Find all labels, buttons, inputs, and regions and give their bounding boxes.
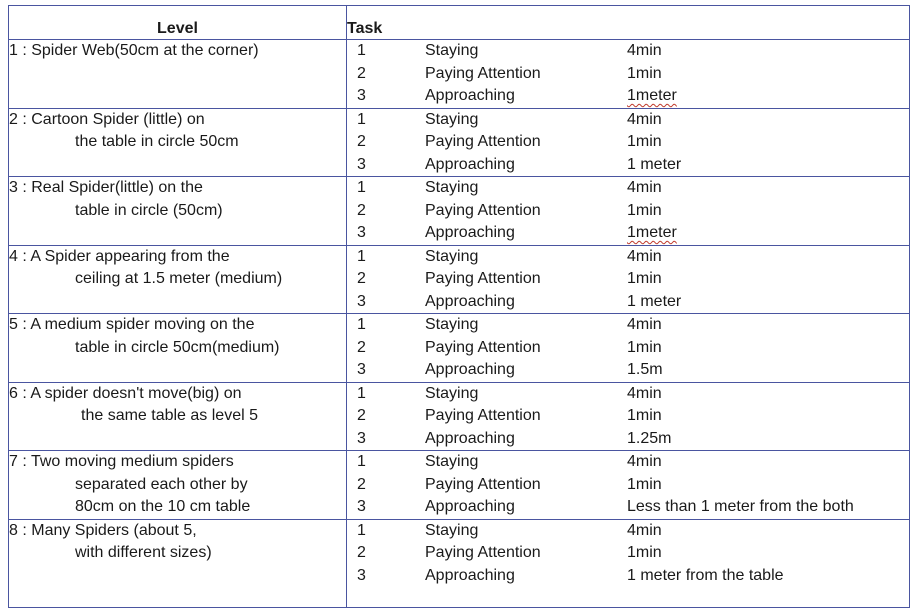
task-item [347, 40, 909, 63]
task-name: Paying Attention [425, 475, 541, 493]
level-column-header: Level [9, 6, 347, 40]
task-number: 2 [357, 133, 366, 150]
task-name: Paying Attention [425, 201, 541, 219]
task-name: Staying [425, 110, 479, 128]
header-row [9, 6, 910, 40]
task-item [347, 63, 909, 86]
task-number: 3 [357, 361, 366, 378]
level-cell [9, 382, 347, 451]
task-name: Paying Attention [425, 270, 541, 287]
task-value: 4min [627, 179, 662, 196]
task-name: Staying [425, 453, 479, 470]
task-value: 1min [627, 270, 662, 287]
task-item [347, 85, 909, 108]
task-name: Approaching [425, 566, 515, 584]
task-name: Approaching [425, 87, 515, 104]
task-item [347, 131, 909, 154]
task-item [347, 542, 909, 565]
level-description-line: 7 : Two moving medium spiders [9, 453, 234, 470]
task-value: 1min [627, 407, 662, 424]
task-value: 4min [627, 316, 662, 333]
task-number: 3 [357, 566, 366, 584]
task-item [347, 268, 909, 291]
task-column-header: Task [347, 6, 910, 40]
task-name: Approaching [425, 224, 515, 241]
task-name: Paying Attention [425, 407, 541, 424]
table-row [9, 177, 910, 246]
level-description-line: table in circle (50cm) [75, 201, 223, 219]
task-name: Approaching [425, 361, 515, 378]
level-cell [9, 40, 347, 109]
task-number: 2 [357, 338, 366, 356]
task-cell [347, 519, 910, 607]
task-item [347, 337, 909, 360]
task-name: Paying Attention [425, 133, 541, 150]
task-value: 1 meter [627, 155, 682, 173]
task-item [347, 428, 909, 451]
level-description-line: 80cm on the 10 cm table [75, 498, 251, 515]
level-task-table [8, 5, 910, 608]
task-name: Approaching [425, 429, 515, 447]
table-row [9, 314, 910, 383]
level-description-line: 8 : Many Spiders (about 5, [9, 521, 197, 539]
task-number: 3 [357, 155, 366, 173]
level-description-line: 5 : A medium spider moving on the [9, 316, 255, 333]
level-description-line: table in circle 50cm(medium) [75, 338, 280, 356]
task-value: 1 meter [627, 292, 682, 310]
task-value: 4min [627, 384, 662, 402]
task-value: 1 meter from the table [627, 566, 784, 584]
task-item [347, 314, 909, 337]
task-item [347, 359, 909, 382]
task-name: Staying [425, 179, 479, 196]
task-value: 4min [627, 521, 662, 539]
task-number: 2 [357, 64, 366, 82]
task-number: 2 [357, 475, 366, 493]
table-body [9, 40, 910, 608]
level-description-line: 2 : Cartoon Spider (little) on [9, 110, 205, 128]
task-cell [347, 108, 910, 177]
task-name: Staying [425, 247, 479, 265]
task-number: 2 [357, 407, 366, 424]
level-description-line: ceiling at 1.5 meter (medium) [75, 270, 283, 287]
task-value [627, 222, 909, 245]
level-cell [9, 314, 347, 383]
task-number: 2 [357, 201, 366, 219]
task-value: 1min [627, 201, 662, 219]
table-row [9, 451, 910, 520]
task-item [347, 474, 909, 497]
table-row [9, 245, 910, 314]
task-name: Staying [425, 384, 479, 402]
task-item [347, 451, 909, 474]
task-number: 3 [357, 498, 366, 515]
task-value: 1min [627, 338, 662, 356]
task-cell [347, 245, 910, 314]
level-description-line: the same table as level 5 [81, 407, 258, 424]
task-number: 3 [357, 87, 366, 104]
task-value: 1.25m [627, 429, 672, 447]
level-description-line: 1 : Spider Web(50cm at the corner) [9, 42, 259, 59]
task-name: Approaching [425, 498, 515, 515]
task-number: 1 [357, 179, 366, 196]
task-number: 3 [357, 292, 366, 310]
level-description-line: with different sizes) [75, 544, 212, 561]
task-value: 4min [627, 42, 662, 59]
table-row [9, 382, 910, 451]
task-value: 4min [627, 247, 662, 265]
task-item [347, 109, 909, 132]
task-number: 1 [357, 42, 366, 59]
task-value: 1min [627, 475, 662, 493]
task-item [347, 154, 909, 177]
table-row [9, 40, 910, 109]
task-value: 4min [627, 110, 662, 128]
spellcheck-underline: 1meter [627, 224, 677, 241]
task-number: 1 [357, 521, 366, 539]
task-item [347, 291, 909, 314]
task-name: Paying Attention [425, 544, 541, 561]
spellcheck-underline: 1meter [627, 87, 677, 104]
task-item [347, 565, 909, 588]
task-number: 1 [357, 453, 366, 470]
task-value: 4min [627, 453, 662, 470]
task-name: Paying Attention [425, 64, 541, 82]
task-item [347, 383, 909, 406]
task-number: 2 [357, 270, 366, 287]
task-cell [347, 40, 910, 109]
task-name: Staying [425, 42, 479, 59]
task-item [347, 177, 909, 200]
level-cell [9, 177, 347, 246]
task-item [347, 405, 909, 428]
task-name: Staying [425, 316, 479, 333]
table-row [9, 519, 910, 607]
task-number: 2 [357, 544, 366, 561]
level-description-line: separated each other by [75, 475, 248, 493]
task-name: Paying Attention [425, 338, 541, 356]
task-item [347, 200, 909, 223]
level-description-line: 4 : A Spider appearing from the [9, 247, 230, 265]
task-cell [347, 314, 910, 383]
level-cell [9, 108, 347, 177]
level-description-line: 3 : Real Spider(little) on the [9, 179, 203, 196]
task-cell [347, 177, 910, 246]
level-description-line: 6 : A spider doesn't move(big) on [9, 384, 242, 402]
task-number: 3 [357, 429, 366, 447]
task-value: Less than 1 meter from the both [627, 498, 854, 515]
task-value: 1min [627, 544, 662, 561]
task-number: 1 [357, 247, 366, 265]
task-item [347, 222, 909, 245]
task-number: 1 [357, 316, 366, 333]
table-row [9, 108, 910, 177]
task-value: 1min [627, 133, 662, 150]
task-item [347, 246, 909, 269]
task-name: Approaching [425, 155, 515, 173]
level-cell [9, 245, 347, 314]
task-name: Staying [425, 521, 479, 539]
task-item [347, 496, 909, 519]
task-item [347, 520, 909, 543]
task-name: Approaching [425, 292, 515, 310]
task-value: 1.5m [627, 361, 663, 378]
task-number: 1 [357, 384, 366, 402]
level-description-line: the table in circle 50cm [75, 133, 239, 150]
task-value: 1min [627, 64, 662, 82]
level-cell [9, 451, 347, 520]
level-cell [9, 519, 347, 607]
task-cell [347, 451, 910, 520]
task-number: 1 [357, 110, 366, 128]
task-value [627, 85, 909, 108]
task-number: 3 [357, 224, 366, 241]
task-cell [347, 382, 910, 451]
